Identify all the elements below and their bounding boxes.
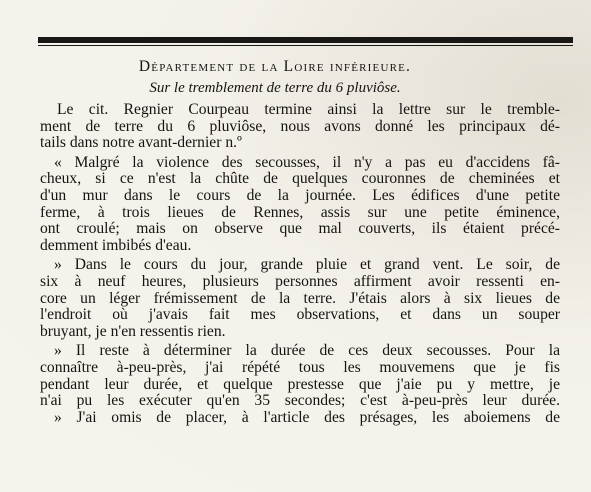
text-line: ont croulé; mais on observe que mal couverts, ils étaient précé- <box>40 221 560 238</box>
paragraph-5 <box>40 410 560 427</box>
text-line: tails dans notre avant-dernier n.º <box>40 135 242 152</box>
text-line: connaître à-peu-près, j'ai répété tous les mouvemens que je fis <box>40 359 560 376</box>
text-line: l'endroit où j'avais fait mes observations, et dans un souper <box>40 307 560 324</box>
paragraph-3 <box>40 257 560 340</box>
text-line: » Il reste à déterminer la durée de ces deux secousses. Pour la <box>54 343 560 360</box>
text-line: bruyant, je n'en ressentis rien. <box>40 323 226 340</box>
text-line: n'ai pu les exécuter qu'en 35 secondes; c'est à-peu-près leur durée. <box>40 393 560 410</box>
article-subheading: Sur le tremblement de terre du 6 pluviôse. <box>149 80 401 96</box>
text-line: core un léger frémissement de la terre. J'étais alors à six lieues de <box>40 290 560 307</box>
text-line: cheux, si ce n'est la chûte de quelques couronnes de cheminées et <box>40 171 560 188</box>
header-thick-rule <box>38 37 573 43</box>
article-heading: Département de la Loire inférieure. <box>138 58 412 75</box>
text-line: ment de terre du 6 pluviôse, nous avons donné les principaux dé- <box>40 118 560 135</box>
text-line: Le cit. Regnier Courpeau termine ainsi la lettre sur le tremble- <box>57 102 560 118</box>
paragraph-2 <box>40 155 560 255</box>
header-thin-rule <box>38 45 573 46</box>
text-line: ferme, à trois lieues de Rennes, assis sur une petite éminence, <box>40 204 560 221</box>
paragraph-1 <box>40 102 560 152</box>
text-line: » Dans le cours du jour, grande pluie et grand vent. Le soir, de <box>54 257 560 274</box>
text-line: » J'ai omis de placer, à l'article des présages, les aboiemens de <box>54 409 560 426</box>
text-line: d'un mur dans le cours de la journée. Les édifices d'une petite <box>40 187 560 204</box>
article-body <box>40 102 560 426</box>
text-line: six à neuf heures, plusieurs personnes affirment avoir ressenti en- <box>40 273 560 290</box>
text-line: pendant leur durée, et quelque prestesse que j'aie pu y mettre, je <box>40 376 560 393</box>
paragraph-4 <box>40 343 560 409</box>
text-line: « Malgré la violence des secousses, il n'y a pas eu d'accidens fâ- <box>54 154 560 171</box>
text-line: demment imbibés d'eau. <box>40 237 192 254</box>
